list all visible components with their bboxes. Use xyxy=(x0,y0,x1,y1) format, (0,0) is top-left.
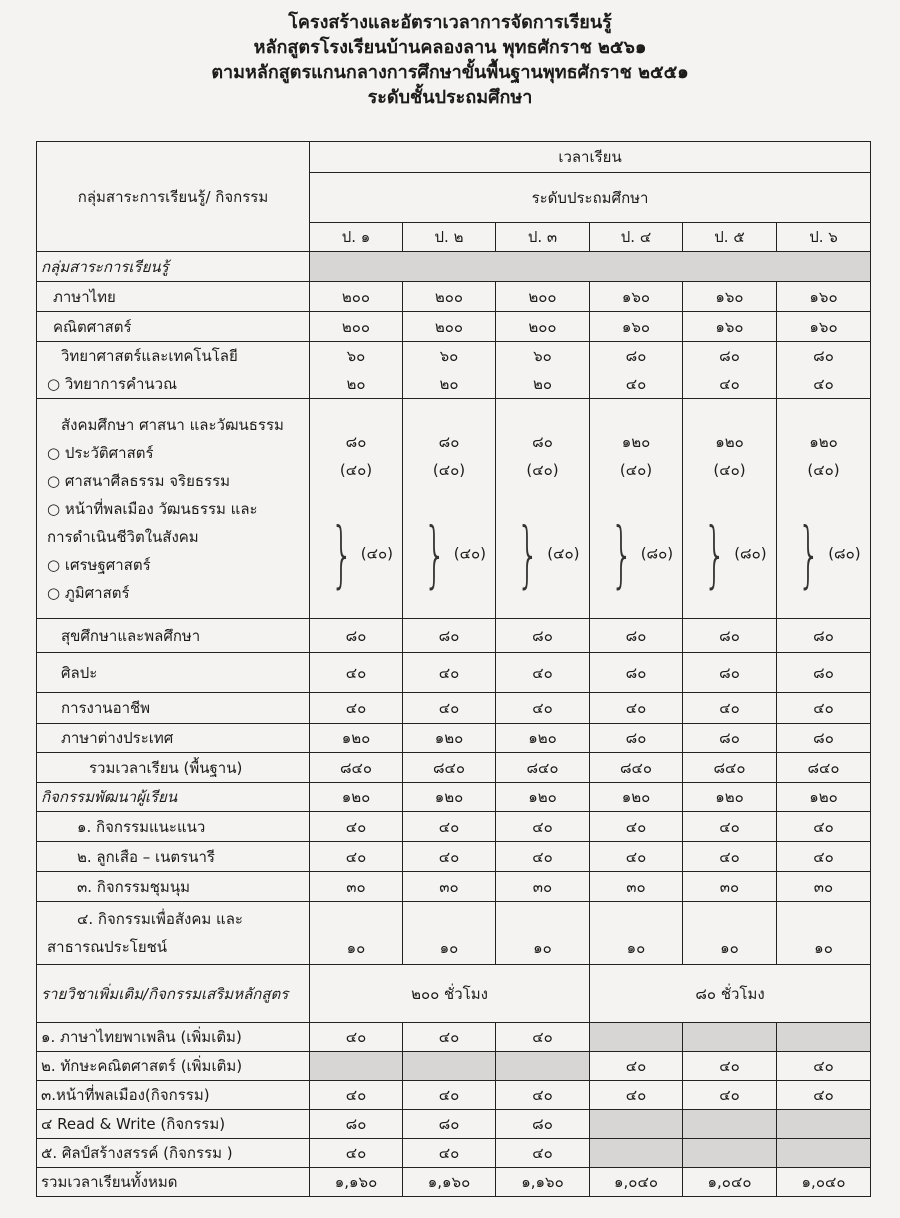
cell-value: ๘๔๐ xyxy=(683,753,777,783)
cell-value: (๔๐) xyxy=(526,460,559,479)
shaded-cell xyxy=(777,1110,871,1139)
cell-value: ๑,๐๔๐ xyxy=(683,1168,777,1197)
cell-value: ๘๔๐ xyxy=(777,753,871,783)
brace-icon: } xyxy=(797,511,821,596)
brace-icon: } xyxy=(516,511,540,596)
cell-value-group xyxy=(683,399,777,619)
cell-value: (๔๐) xyxy=(339,460,373,479)
cell-value: ๔๐ xyxy=(310,693,403,724)
cell-value: ๖๐ xyxy=(346,347,366,365)
cell-value: (๘๐) xyxy=(640,544,674,562)
row-label: รวมเวลาเรียนทั้งหมด xyxy=(37,1168,310,1197)
cell-value: ๔๐ xyxy=(683,1052,777,1081)
cell-value: ๑๖๐ xyxy=(777,312,871,342)
cell-value: ๑,๐๔๐ xyxy=(777,1168,871,1197)
table-row xyxy=(37,1023,871,1052)
section-row xyxy=(37,252,871,282)
table-row xyxy=(37,842,871,872)
cell-value: ๔๐ xyxy=(403,653,496,693)
cell-value: ๑๒๐ xyxy=(310,724,403,753)
cell-value: ๔๐ xyxy=(590,842,683,872)
cell-value: ๘๔๐ xyxy=(403,753,496,783)
sub-label: การดำเนินชีวิตในสังคม xyxy=(47,527,199,546)
cell-value: ๘๐ xyxy=(719,347,740,365)
cell-value: ๑๐ xyxy=(496,902,590,965)
table-row-basic-total xyxy=(37,753,871,783)
brace-icon: } xyxy=(330,511,354,596)
cell-value: ๔๐ xyxy=(683,693,777,724)
section-label-extra: รายวิชาเพิ่มเติม/กิจกรรมเสริมหลักสูตร xyxy=(37,965,310,1023)
title-line-1: โครงสร้างและอัตราเวลาการจัดการเรียนรู้ xyxy=(288,12,612,33)
cell-value: ๑,๐๔๐ xyxy=(590,1168,683,1197)
row-label: ๓. กิจกรรมชุมนุม xyxy=(37,872,310,902)
cell-value: ๔๐ xyxy=(496,1023,590,1052)
cell-value: ๑๒๐ xyxy=(683,783,777,812)
cell-value: ๔๐ xyxy=(719,375,740,393)
cell-value: ๘๐ xyxy=(777,653,871,693)
cell-value: ๑๐ xyxy=(590,902,683,965)
cell-value: ๑๐ xyxy=(777,902,871,965)
cell-value: ๘๐ xyxy=(813,347,834,365)
row-label: ภาษาไทย xyxy=(37,282,310,312)
cell-value: ๓๐ xyxy=(683,872,777,902)
shaded-cell xyxy=(403,1052,496,1081)
section-label-learning-areas: กลุ่มสาระการเรียนรู้ xyxy=(37,252,310,282)
extra-hours-upper: ๘๐ ชั่วโมง xyxy=(590,965,871,1023)
table-row-grand-total xyxy=(37,1168,871,1197)
subject-group-header: กลุ่มสาระการเรียนรู้/ กิจกรรม xyxy=(37,142,310,252)
cell-value: ๒๐๐ xyxy=(496,312,590,342)
cell-value: ๔๐ xyxy=(625,375,647,393)
table-row xyxy=(37,312,871,342)
sub-label: ○ เศรษฐศาสตร์ xyxy=(47,555,151,574)
cell-value: (๔๐) xyxy=(713,460,746,479)
cell-value: ๓๐ xyxy=(496,872,590,902)
sub-label: ○ วิทยาการคำนวณ xyxy=(47,375,177,393)
cell-value: ๔๐ xyxy=(403,812,496,842)
cell-value: ๘๐ xyxy=(777,619,871,653)
cell-value: ๑๖๐ xyxy=(683,282,777,312)
cell-value: ๓๐ xyxy=(590,872,683,902)
cell-value: ๔๐ xyxy=(777,693,871,724)
grade-header: ป. ๔ xyxy=(590,223,683,252)
grade-header: ป. ๕ xyxy=(683,223,777,252)
cell-value: ๒๐๐ xyxy=(403,312,496,342)
cell-value: ๑๐ xyxy=(310,902,403,965)
cell-value: ๘๐ xyxy=(310,1110,403,1139)
row-label: สุขศึกษาและพลศึกษา xyxy=(37,619,310,653)
cell-value: ๔๐ xyxy=(403,693,496,724)
cell-value: (๘๐) xyxy=(734,544,767,562)
brace-icon: } xyxy=(610,511,634,596)
cell-value: ๑๖๐ xyxy=(777,282,871,312)
row-label: ๔ Read & Write (กิจกรรม) xyxy=(37,1110,310,1139)
cell-value-group xyxy=(590,399,683,619)
shaded-cell xyxy=(310,252,871,282)
cell-value: ๔๐ xyxy=(496,842,590,872)
grade-header: ป. ๖ xyxy=(777,223,871,252)
shaded-cell xyxy=(683,1023,777,1052)
document-title xyxy=(0,10,900,110)
row-label: การงานอาชีพ xyxy=(37,693,310,724)
row-label: ๑. กิจกรรมแนะแนว xyxy=(37,812,310,842)
cell-value-group xyxy=(683,342,777,399)
title-line-3: ตามหลักสูตรแกนกลางการศึกษาขั้นพื้นฐานพุทธศักราช ๒๕๕๑ xyxy=(211,62,689,83)
cell-value: ๑๖๐ xyxy=(590,282,683,312)
cell-value: ๔๐ xyxy=(777,1052,871,1081)
cell-value: ๔๐ xyxy=(777,812,871,842)
cell-value: ๖๐ xyxy=(439,347,459,365)
cell-value-group xyxy=(496,342,590,399)
cell-value: ๓๐ xyxy=(777,872,871,902)
cell-value: ๔๐ xyxy=(496,1081,590,1110)
table-row xyxy=(37,1139,871,1168)
cell-value: ๔๐ xyxy=(496,653,590,693)
cell-value: ๒๐๐ xyxy=(310,282,403,312)
table-row-learner-dev xyxy=(37,783,871,812)
shaded-cell xyxy=(310,1052,403,1081)
grade-header: ป. ๓ xyxy=(496,223,590,252)
cell-value: ๔๐ xyxy=(590,1081,683,1110)
cell-value-group xyxy=(310,399,403,619)
cell-value: ๘๐ xyxy=(777,724,871,753)
shaded-cell xyxy=(777,1023,871,1052)
header-row-1 xyxy=(37,142,871,173)
cell-value-group xyxy=(403,342,496,399)
cell-value: ๖๐ xyxy=(533,347,552,365)
cell-value: ๒๐ xyxy=(532,375,553,393)
curriculum-table xyxy=(36,141,871,1197)
cell-value-group xyxy=(496,399,590,619)
cell-value: (๘๐) xyxy=(828,544,861,562)
sub-label: สังคมศึกษา ศาสนา และวัฒนธรรม xyxy=(61,415,284,434)
cell-value: ๑๖๐ xyxy=(683,312,777,342)
cell-value: ๑,๑๖๐ xyxy=(310,1168,403,1197)
row-label: ๕. ศิลป์สร้างสรรค์ (กิจกรรม ) xyxy=(37,1139,310,1168)
cell-value-group xyxy=(590,342,683,399)
shaded-cell xyxy=(683,1110,777,1139)
table-row xyxy=(37,1052,871,1081)
cell-value: ๘๐ xyxy=(345,432,367,451)
cell-value: ๑๒๐ xyxy=(809,432,838,451)
cell-value: ๔๐ xyxy=(683,1081,777,1110)
cell-value: ๔๐ xyxy=(403,1023,496,1052)
cell-value: ๘๐ xyxy=(403,619,496,653)
row-label: ๑. ภาษาไทยพาเพลิน (เพิ่มเติม) xyxy=(37,1023,310,1052)
row-label: รวมเวลาเรียน (พื้นฐาน) xyxy=(37,753,310,783)
cell-value: ๘๐ xyxy=(683,653,777,693)
cell-value: ๔๐ xyxy=(403,1139,496,1168)
cell-value: ๑,๑๖๐ xyxy=(403,1168,496,1197)
cell-value: ๘๐ xyxy=(496,619,590,653)
cell-value: ๘๐ xyxy=(590,653,683,693)
cell-value-group xyxy=(777,342,871,399)
cell-value: ๔๐ xyxy=(590,1052,683,1081)
table-row xyxy=(37,282,871,312)
table-row xyxy=(37,653,871,693)
cell-value: ๔๐ xyxy=(590,693,683,724)
title-line-2: หลักสูตรโรงเรียนบ้านคลองลาน พุทธศักราช ๒๕๖๑ xyxy=(253,37,647,58)
cell-value: ๒๐ xyxy=(439,375,459,393)
grade-header: ป. ๒ xyxy=(403,223,496,252)
cell-value: ๒๐๐ xyxy=(310,312,403,342)
shaded-cell xyxy=(590,1139,683,1168)
cell-value: ๑๖๐ xyxy=(590,312,683,342)
row-label xyxy=(37,902,310,965)
cell-value: ๔๐ xyxy=(310,1081,403,1110)
shaded-cell xyxy=(683,1139,777,1168)
title-line-4: ระดับชั้นประถมศึกษา xyxy=(367,87,533,108)
sub-label: ๔. กิจกรรมเพื่อสังคม และ xyxy=(77,910,243,928)
cell-value: ๔๐ xyxy=(496,812,590,842)
cell-value: ๓๐ xyxy=(403,872,496,902)
sub-label: ○ ภูมิศาสตร์ xyxy=(47,583,130,602)
section-label-learner-dev: กิจกรรมพัฒนาผู้เรียน xyxy=(37,783,310,812)
cell-value: ๘๔๐ xyxy=(590,753,683,783)
cell-value: (๔๐) xyxy=(807,460,840,479)
cell-value: (๔๐) xyxy=(432,460,466,479)
table-row xyxy=(37,724,871,753)
cell-value: ๔๐ xyxy=(310,1023,403,1052)
row-label: ศิลปะ xyxy=(37,653,310,693)
sub-label: ○ หน้าที่พลเมือง วัฒนธรรม และ xyxy=(47,499,258,518)
sub-label: ○ ศาสนาศีลธรรม จริยธรรม xyxy=(47,471,231,490)
shaded-cell xyxy=(590,1023,683,1052)
row-label: ๒. ทักษะคณิตศาสตร์ (เพิ่มเติม) xyxy=(37,1052,310,1081)
table-row-extra-header xyxy=(37,965,871,1023)
cell-value: ๘๐ xyxy=(683,724,777,753)
cell-value: ๑๐ xyxy=(403,902,496,965)
cell-value: ๑๒๐ xyxy=(715,432,744,451)
cell-value: ๔๐ xyxy=(590,812,683,842)
row-label xyxy=(37,342,310,399)
cell-value: (๔๐) xyxy=(453,544,487,562)
cell-value-group xyxy=(403,399,496,619)
brace-icon: } xyxy=(703,511,727,596)
cell-value: ๔๐ xyxy=(683,812,777,842)
row-label: คณิตศาสตร์ xyxy=(37,312,310,342)
cell-value: ๔๐ xyxy=(310,842,403,872)
cell-value: ๘๐ xyxy=(403,1110,496,1139)
cell-value: ๔๐ xyxy=(403,842,496,872)
cell-value: ๑๒๐ xyxy=(496,724,590,753)
cell-value: ๑๒๐ xyxy=(496,783,590,812)
cell-value: (๔๐) xyxy=(360,544,394,562)
study-time-header: เวลาเรียน xyxy=(310,142,871,173)
cell-value: ๘๐ xyxy=(438,432,460,451)
sub-label: ○ ประวัติศาสตร์ xyxy=(47,443,154,462)
cell-value: ๔๐ xyxy=(310,1139,403,1168)
shaded-cell xyxy=(777,1139,871,1168)
cell-value-group xyxy=(777,399,871,619)
cell-value: ๑๒๐ xyxy=(403,724,496,753)
cell-value: ๑๒๐ xyxy=(403,783,496,812)
row-label: ๒. ลูกเสือ – เนตรนารี xyxy=(37,842,310,872)
table-row xyxy=(37,872,871,902)
cell-value: ๑๒๐ xyxy=(621,432,651,451)
cell-value: ๑๒๐ xyxy=(590,783,683,812)
sub-label: วิทยาศาสตร์และเทคโนโลยี xyxy=(61,347,238,365)
cell-value: ๔๐ xyxy=(310,653,403,693)
cell-value: ๔๐ xyxy=(310,812,403,842)
cell-value: ๔๐ xyxy=(496,1139,590,1168)
cell-value: ๑๐ xyxy=(683,902,777,965)
cell-value: ๔๐ xyxy=(683,842,777,872)
cell-value: (๔๐) xyxy=(619,460,653,479)
cell-value-group xyxy=(310,342,403,399)
cell-value: (๔๐) xyxy=(547,544,580,562)
table-row xyxy=(37,619,871,653)
shaded-cell xyxy=(496,1052,590,1081)
grade-header: ป. ๑ xyxy=(310,223,403,252)
level-header: ระดับประถมศึกษา xyxy=(310,173,871,223)
cell-value: ๒๐ xyxy=(346,375,366,393)
cell-value: ๔๐ xyxy=(777,842,871,872)
brace-icon: } xyxy=(423,511,447,596)
cell-value: ๒๐๐ xyxy=(496,282,590,312)
cell-value: ๒๐๐ xyxy=(403,282,496,312)
table-row xyxy=(37,812,871,842)
table-row xyxy=(37,1081,871,1110)
cell-value: ๘๐ xyxy=(590,724,683,753)
cell-value: ๘๐ xyxy=(590,619,683,653)
row-label: ๓.หน้าที่พลเมือง(กิจกรรม) xyxy=(37,1081,310,1110)
cell-value: ๘๐ xyxy=(683,619,777,653)
cell-value: ๑๒๐ xyxy=(310,783,403,812)
cell-value: ๔๐ xyxy=(777,1081,871,1110)
cell-value: ๔๐ xyxy=(403,1081,496,1110)
cell-value: ๘๔๐ xyxy=(310,753,403,783)
extra-hours-lower: ๒๐๐ ชั่วโมง xyxy=(310,965,590,1023)
row-label: ภาษาต่างประเทศ xyxy=(37,724,310,753)
cell-value: ๑๒๐ xyxy=(777,783,871,812)
cell-value: ๓๐ xyxy=(310,872,403,902)
cell-value: ๔๐ xyxy=(496,693,590,724)
cell-value: ๘๐ xyxy=(310,619,403,653)
table-row-social-studies xyxy=(37,399,871,619)
table-row xyxy=(37,342,871,399)
cell-value: ๔๐ xyxy=(813,375,834,393)
cell-value: ๑,๑๖๐ xyxy=(496,1168,590,1197)
cell-value: ๘๐ xyxy=(496,1110,590,1139)
cell-value: ๘๐ xyxy=(625,347,647,365)
sub-label: สาธารณประโยชน์ xyxy=(47,938,168,956)
cell-value: ๘๔๐ xyxy=(496,753,590,783)
table-row xyxy=(37,1110,871,1139)
table-row xyxy=(37,902,871,965)
cell-value: ๘๐ xyxy=(532,432,553,451)
table-row xyxy=(37,693,871,724)
shaded-cell xyxy=(590,1110,683,1139)
row-label xyxy=(37,399,310,619)
